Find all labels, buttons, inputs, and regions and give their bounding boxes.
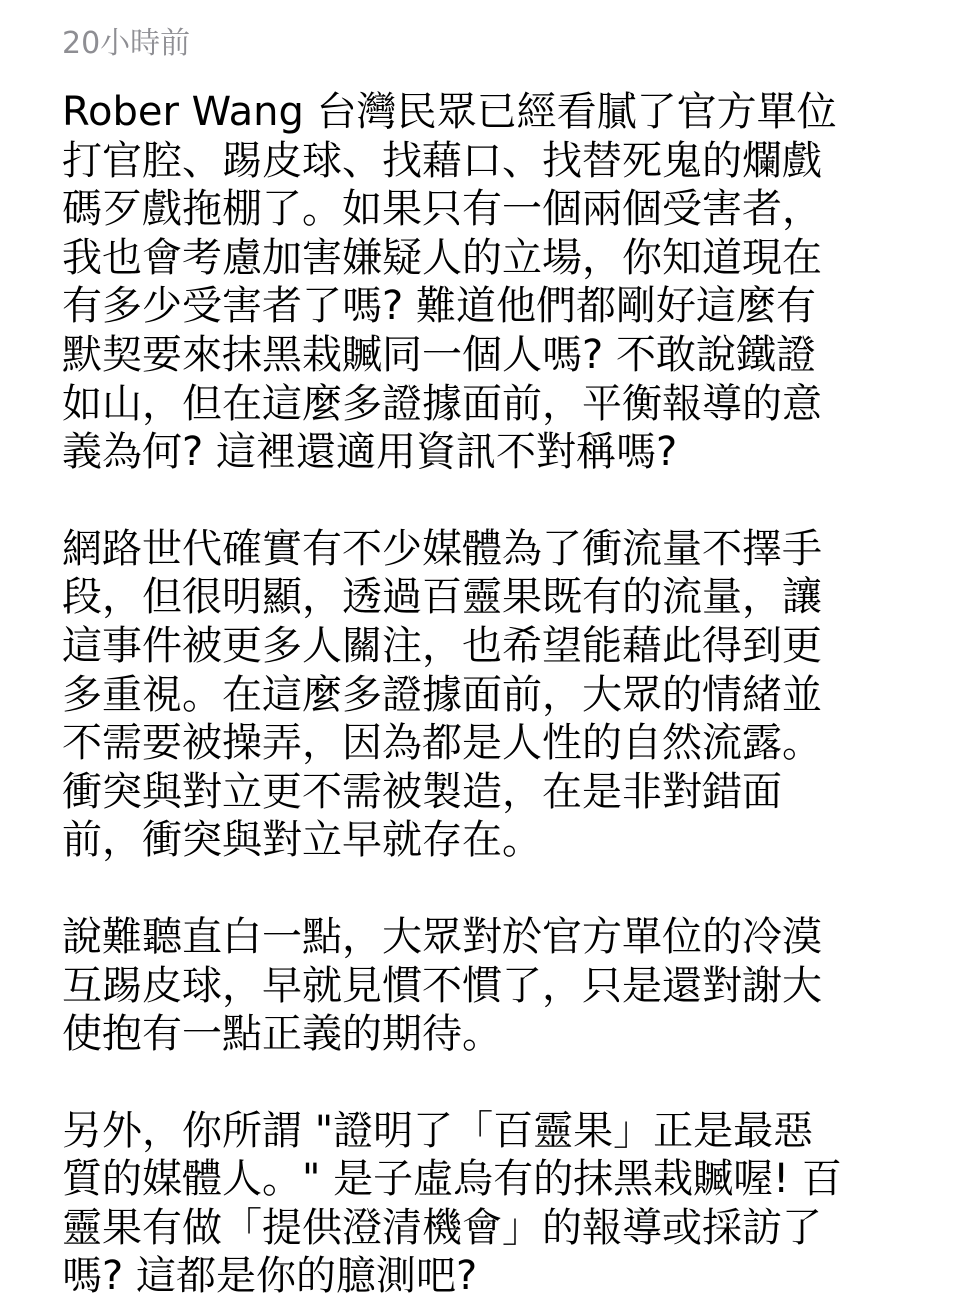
comment-paragraph-3 [62, 913, 892, 1059]
text-line: Rober Wang 台灣民眾已經看膩了官方單位 [62, 89, 837, 135]
text-line: 質的媒體人。" 是子虛烏有的抹黑栽贓喔! 百 [62, 1156, 842, 1203]
text-line: 這事件被更多人關注，也希望能藉此得到更 [62, 622, 822, 669]
text-line: 不需要被操弄，因為都是人性的自然流露。 [62, 720, 822, 767]
text-line: 如山，但在這麼多證據面前，平衡報導的意 [62, 380, 822, 427]
text-line: 使抱有一點正義的期待。 [62, 1011, 502, 1058]
text-line: 靈果有做「提供澄清機會」的報導或採訪了 [62, 1204, 822, 1251]
comment-paragraph-4 [62, 1107, 892, 1301]
text-line: 碼歹戲拖棚了。如果只有一個兩個受害者， [62, 186, 822, 233]
text-line: 衝突與對立更不需被製造，在是非對錯面 [62, 768, 782, 815]
text-line: 我也會考慮加害嫌疑人的立場，你知道現在 [62, 234, 822, 281]
text-line: 互踢皮球，早就見慣不慣了，只是還對謝大 [62, 962, 822, 1009]
text-line: 前，衝突與對立早就存在。 [62, 817, 542, 864]
text-line: 多重視。在這麼多證據面前，大眾的情緒並 [62, 671, 822, 718]
text-line: 段，但很明顯，透過百靈果既有的流量，讓 [62, 574, 822, 621]
comment-paragraph-1 [62, 88, 892, 477]
comment-block [62, 22, 892, 1301]
text-line: 嗎? 這都是你的臆測吧? [62, 1253, 478, 1300]
comment-paragraph-2 [62, 525, 892, 865]
text-line: 網路世代確實有不少媒體為了衝流量不擇手 [62, 525, 822, 572]
text-line: 義為何? 這裡還適用資訊不對稱嗎? [62, 429, 678, 476]
text-line: 默契要來抹黑栽贓同一個人嗎? 不敢說鐵證 [62, 331, 816, 378]
text-line: 打官腔、踢皮球、找藉口、找替死鬼的爛戲 [62, 137, 822, 184]
text-line: 另外，你所謂 "證明了「百靈果」正是最惡 [62, 1107, 814, 1154]
text-line: 說難聽直白一點，大眾對於官方單位的冷漠 [62, 913, 822, 960]
comment-timestamp: 20小時前 [62, 26, 191, 61]
text-line: 有多少受害者了嗎? 難道他們都剛好這麼有 [62, 283, 816, 330]
